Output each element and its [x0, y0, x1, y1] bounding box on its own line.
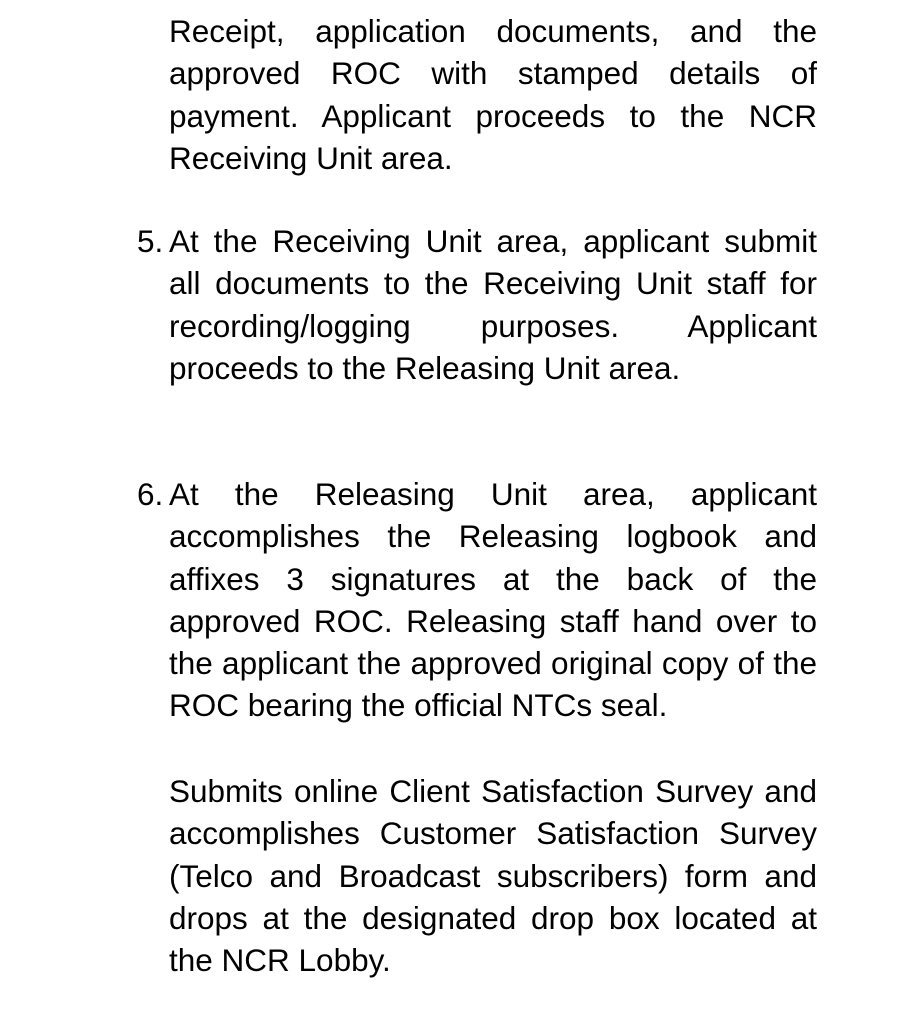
survey-paragraph: Submits online Client Satisfaction Survey and accomplishes Customer Satisfaction Survey (Telco and Broadcast subscribers) form and drops at the designated drop box located at the NCR Lobby. [169, 773, 817, 979]
intro-paragraph: Receipt, application documents, and the approved ROC with stamped details of payment. Applicant proceeds to the NCR Receiving Unit area. [169, 13, 817, 176]
step-6-text: At the Releasing Unit area, applicant accomplishes the Releasing logbook and affixes 3 signatures at the back of the approved ROC. Releasing staff hand over to the applicant the approved original copy of the ROC bearing the official NTCs seal. [169, 476, 817, 724]
step-5-number: 5. [137, 223, 164, 259]
step-6-number: 6. [137, 476, 164, 512]
step-5-text: At the Receiving Unit area, applicant submit all documents to the Receiving Unit staff for recording/logging purposes. Applicant proceeds to the Releasing Unit area. [169, 223, 817, 386]
